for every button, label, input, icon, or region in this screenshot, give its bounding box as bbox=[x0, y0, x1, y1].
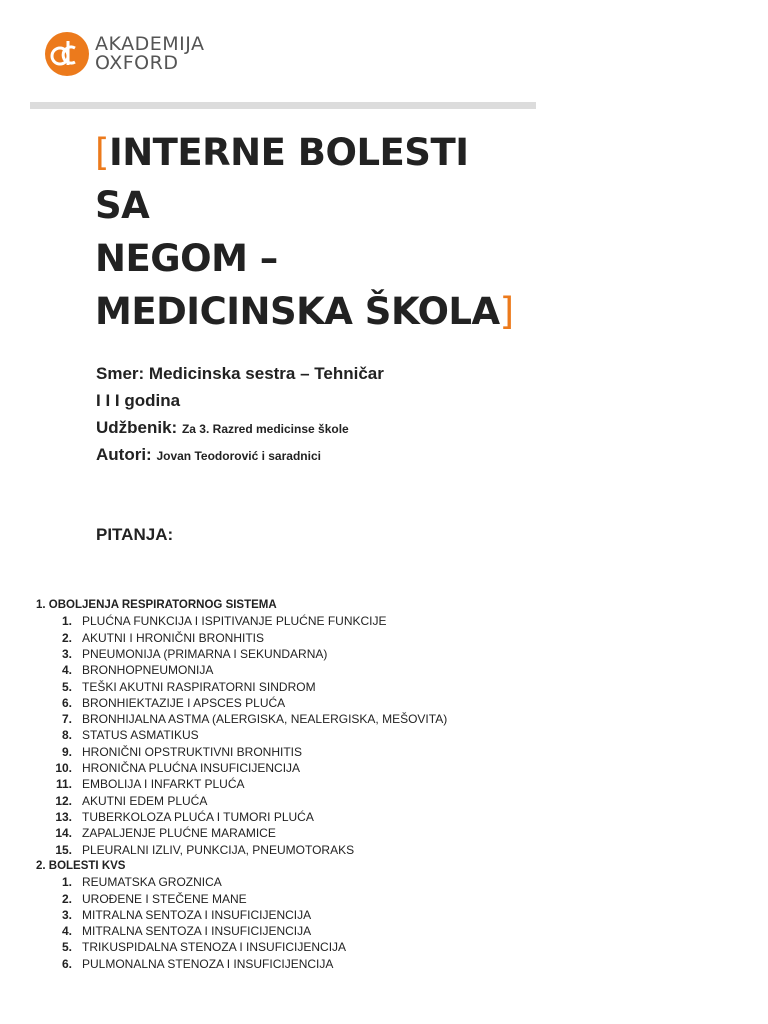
list-item bbox=[36, 613, 447, 629]
list-item-number: 7. bbox=[61, 712, 72, 727]
list-item-number: 2. bbox=[61, 891, 72, 906]
list-item-text: HRONIČNI OPSTRUKTIVNI BRONHITIS bbox=[82, 744, 303, 759]
title-open-bracket: [ bbox=[95, 131, 109, 174]
list-item-number: 15. bbox=[55, 842, 72, 857]
list-item-number: 6. bbox=[61, 956, 72, 971]
list-item bbox=[36, 939, 447, 955]
title-close-bracket: ] bbox=[499, 290, 514, 333]
list-item-number: 3. bbox=[61, 907, 72, 922]
meta-autori: Autori: Jovan Teodorović i saradnici bbox=[96, 445, 321, 464]
questions-heading: PITANJA: bbox=[96, 525, 174, 544]
list-item-number: 3. bbox=[61, 646, 72, 661]
list-item-text: BRONHIJALNA ASTMA (ALERGISKA, NEALERGISKA, MEŠOVITA) bbox=[82, 712, 448, 727]
list-item-text: PULMONALNA STENOZA I INSUFICIJENCIJA bbox=[82, 956, 334, 971]
title-line-2: NEGOM – bbox=[95, 237, 278, 280]
list-item-number: 4. bbox=[61, 924, 72, 939]
list-item-text: STATUS ASMATIKUS bbox=[82, 728, 199, 743]
meta-autori-value: Jovan Teodorović i saradnici bbox=[156, 449, 321, 463]
list-item bbox=[36, 695, 447, 711]
header-divider bbox=[30, 102, 536, 109]
list-item-text: TUBERKOLOZA PLUĆA I TUMORI PLUĆA bbox=[82, 809, 314, 824]
title-line-1: [INTERNE BOLESTI SA bbox=[95, 131, 469, 227]
list-item-number: 4. bbox=[61, 663, 72, 678]
list-item bbox=[36, 874, 447, 890]
list-item bbox=[36, 646, 447, 662]
list-item bbox=[36, 809, 447, 825]
list-item bbox=[36, 842, 447, 858]
list-item-text: PLEURALNI IZLIV, PUNKCIJA, PNEUMOTORAKS bbox=[82, 842, 355, 857]
list-item-number: 9. bbox=[61, 744, 72, 759]
list-item-number: 1. bbox=[61, 614, 72, 629]
list-item-number: 14. bbox=[55, 826, 72, 841]
list-item bbox=[36, 793, 447, 809]
list-item-text: MITRALNA SENTOZA I INSUFICIJENCIJA bbox=[82, 924, 312, 939]
section-heading: 2. BOLESTI KVS bbox=[36, 859, 126, 872]
list-item-number: 13. bbox=[55, 809, 72, 824]
list-item-text: UROĐENE I STEČENE MANE bbox=[82, 891, 247, 906]
list-item-text: BRONHIEKTAZIJE I APSCES PLUĆA bbox=[82, 695, 286, 710]
list-item bbox=[36, 679, 447, 695]
list-item-text: PNEUMONIJA (PRIMARNA I SEKUNDARNA) bbox=[82, 646, 328, 661]
list-item bbox=[36, 907, 447, 923]
list-item-number: 6. bbox=[61, 695, 72, 710]
meta-udzbenik: Udžbenik: Za 3. Razred medicinse škole bbox=[96, 418, 349, 437]
list-item-text: EMBOLIJA I INFARKT PLUĆA bbox=[82, 777, 245, 792]
logo-line-1: AKADEMIJA bbox=[95, 33, 205, 55]
list-item-text: TEŠKI AKUTNI RASPIRATORNI SINDROM bbox=[82, 679, 316, 694]
list-item-number: 5. bbox=[61, 940, 72, 955]
title-line-3: MEDICINSKA ŠKOLA] bbox=[95, 290, 514, 333]
list-item-text: BRONHOPNEUMONIJA bbox=[82, 663, 214, 678]
list-item bbox=[36, 956, 447, 972]
list-item-number: 11. bbox=[55, 777, 72, 792]
list-item-text: MITRALNA SENTOZA I INSUFICIJENCIJA bbox=[82, 907, 312, 922]
list-item-number: 12. bbox=[55, 793, 72, 808]
list-item-text: REUMATSKA GROZNICA bbox=[82, 875, 222, 890]
meta-udzbenik-value: Za 3. Razred medicinse škole bbox=[181, 422, 349, 436]
logo bbox=[45, 32, 205, 76]
list-item-text: ZAPALJENJE PLUĆNE MARAMICE bbox=[82, 826, 276, 841]
list-item-number: 8. bbox=[61, 728, 72, 743]
course-meta bbox=[96, 360, 384, 468]
list-item bbox=[36, 776, 447, 792]
list-item-text: TRIKUSPIDALNA STENOZA I INSUFICIJENCIJA bbox=[82, 940, 347, 955]
list-item-text: HRONIČNA PLUĆNA INSUFICIJENCIJA bbox=[82, 761, 301, 776]
list-item-text: AKUTNI EDEM PLUĆA bbox=[82, 793, 208, 808]
list-item-text: PLUĆNA FUNKCIJA I ISPITIVANJE PLUĆNE FUNKCIJE bbox=[82, 614, 387, 629]
list-item-number: 1. bbox=[61, 875, 72, 890]
section-heading: 1. OBOLJENJA RESPIRATORNOG SISTEMA bbox=[36, 599, 277, 611]
logo-line-2: OXFORD bbox=[95, 52, 179, 74]
list-item bbox=[36, 923, 447, 939]
list-item bbox=[36, 662, 447, 678]
question-sections bbox=[36, 597, 447, 972]
list-item bbox=[36, 744, 447, 760]
list-item bbox=[36, 630, 447, 646]
meta-smer: Smer: Medicinska sestra – Tehničar bbox=[96, 364, 384, 383]
list-item-number: 5. bbox=[61, 679, 72, 694]
akademija-oxford-logo-icon bbox=[45, 32, 89, 76]
list-item-number: 10. bbox=[55, 761, 72, 776]
list-item bbox=[36, 711, 447, 727]
meta-godina: I I I godina bbox=[96, 391, 181, 410]
list-item bbox=[36, 825, 447, 841]
list-item-number: 2. bbox=[61, 630, 72, 645]
list-item bbox=[36, 891, 447, 907]
document-title bbox=[95, 126, 535, 338]
list-item bbox=[36, 727, 447, 743]
logo-text bbox=[95, 35, 205, 73]
list-item-text: AKUTNI I HRONIČNI BRONHITIS bbox=[82, 630, 265, 645]
list-item bbox=[36, 760, 447, 776]
